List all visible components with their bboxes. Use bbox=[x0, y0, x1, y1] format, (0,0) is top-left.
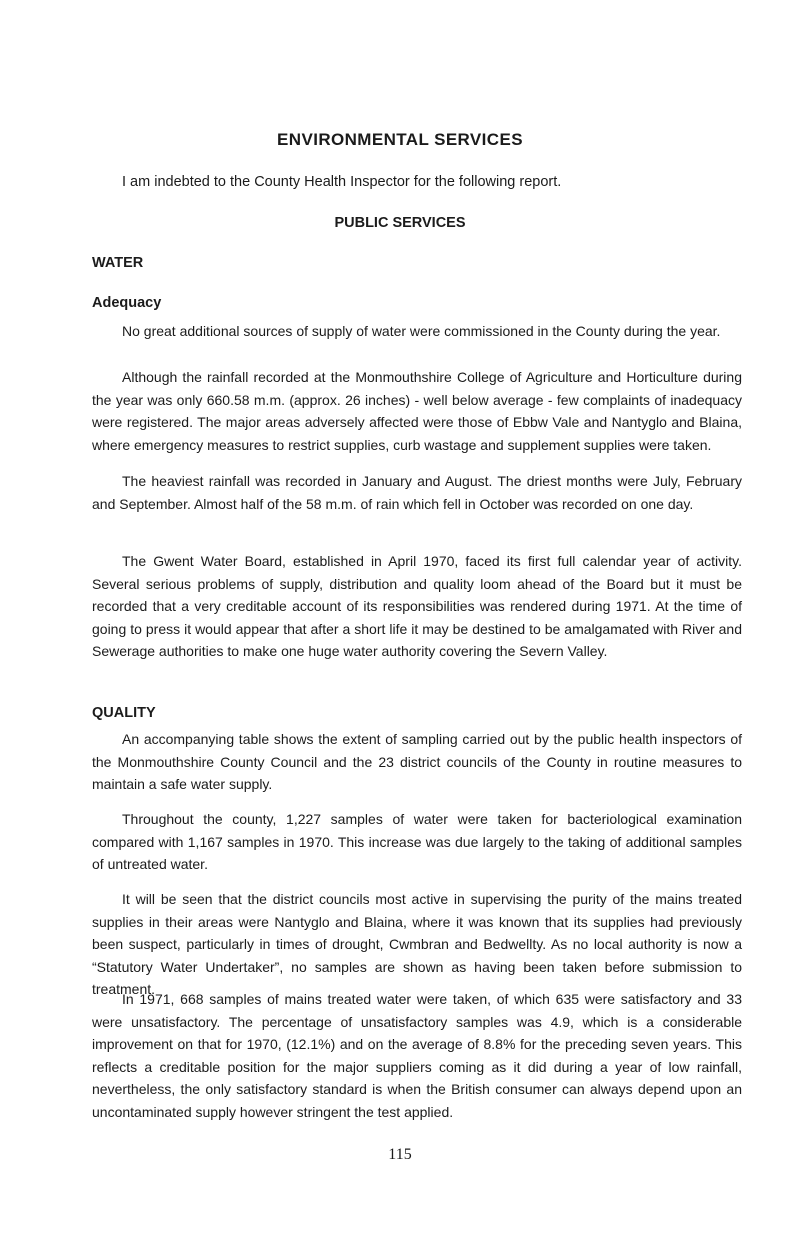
adequacy-paragraph-1: No great additional sources of supply of water were commissioned in the County during the year. bbox=[122, 323, 721, 339]
quality-paragraph-4: In 1971, 668 samples of mains treated water were taken, of which 635 were satisfactory and 33 were unsatisfactory. The percentage of unsatisfactory samples was 4.9, which is a considerable improvement on that for 1970, (12.1%) and on the average of 8.8% for the preceding seven years. This reflects a creditable position for the major suppliers coming as it did during a year of low rainfall, nevertheless, the only satisfactory standard is when the British consumer can always depend upon an uncontaminated supply however stringent the test applied. bbox=[92, 991, 742, 1120]
adequacy-paragraph-3: The heaviest rainfall was recorded in January and August. The driest months were July, February and September. Almost half of the 58 m.m. of rain which fell in October was recorded on one day. bbox=[92, 473, 742, 512]
quality-paragraph-3: It will be seen that the district councils most active in supervising the purity of the mains treated supplies in their areas were Nantyglo and Blaina, where it was known that its supplies had previously been suspect, particularly in times of drought, Cwmbran and Bedwellty. As no local authority is now a “Statutory Water Undertaker”, no samples are shown as having been taken before submission to treatment. bbox=[92, 891, 742, 998]
page-title: ENVIRONMENTAL SERVICES bbox=[277, 130, 523, 149]
intro-text: I am indebted to the County Health Inspector for the following report. bbox=[122, 174, 562, 190]
page-number: 115 bbox=[388, 1146, 412, 1163]
adequacy-heading: Adequacy bbox=[92, 295, 162, 311]
adequacy-paragraph-4: The Gwent Water Board, established in April 1970, faced its first full calendar year of activity. Several serious problems of supply, distribution and quality loom ahead of the Board but it must be recorded that a very creditable account of its responsibilities was rendered during 1971. At the time of going to press it would appear that after a short life it may be destined to be amalgamated with River and Sewerage authorities to make one huge water authority covering the Severn Valley. bbox=[92, 553, 742, 660]
section-title: PUBLIC SERVICES bbox=[334, 215, 466, 231]
water-heading: WATER bbox=[92, 255, 144, 271]
quality-heading: QUALITY bbox=[92, 705, 156, 721]
quality-paragraph-2: Throughout the county, 1,227 samples of water were taken for bacteriological examination compared with 1,167 samples in 1970. This increase was due largely to the taking of additional samples of untreated water. bbox=[92, 811, 742, 873]
adequacy-paragraph-2: Although the rainfall recorded at the Monmouthshire College of Agriculture and Horticulture during the year was only 660.58 m.m. (approx. 26 inches) - well below average - few complaints of inadequacy were registered. The major areas adversely affected were those of Ebbw Vale and Nantyglo and Blaina, where emergency measures to restrict supplies, curb wastage and supplement supplies were taken. bbox=[92, 369, 742, 453]
quality-paragraph-1: An accompanying table shows the extent of sampling carried out by the public health inspectors of the Monmouthshire County Council and the 23 district councils of the County in routine measures to maintain a safe water supply. bbox=[92, 731, 742, 793]
